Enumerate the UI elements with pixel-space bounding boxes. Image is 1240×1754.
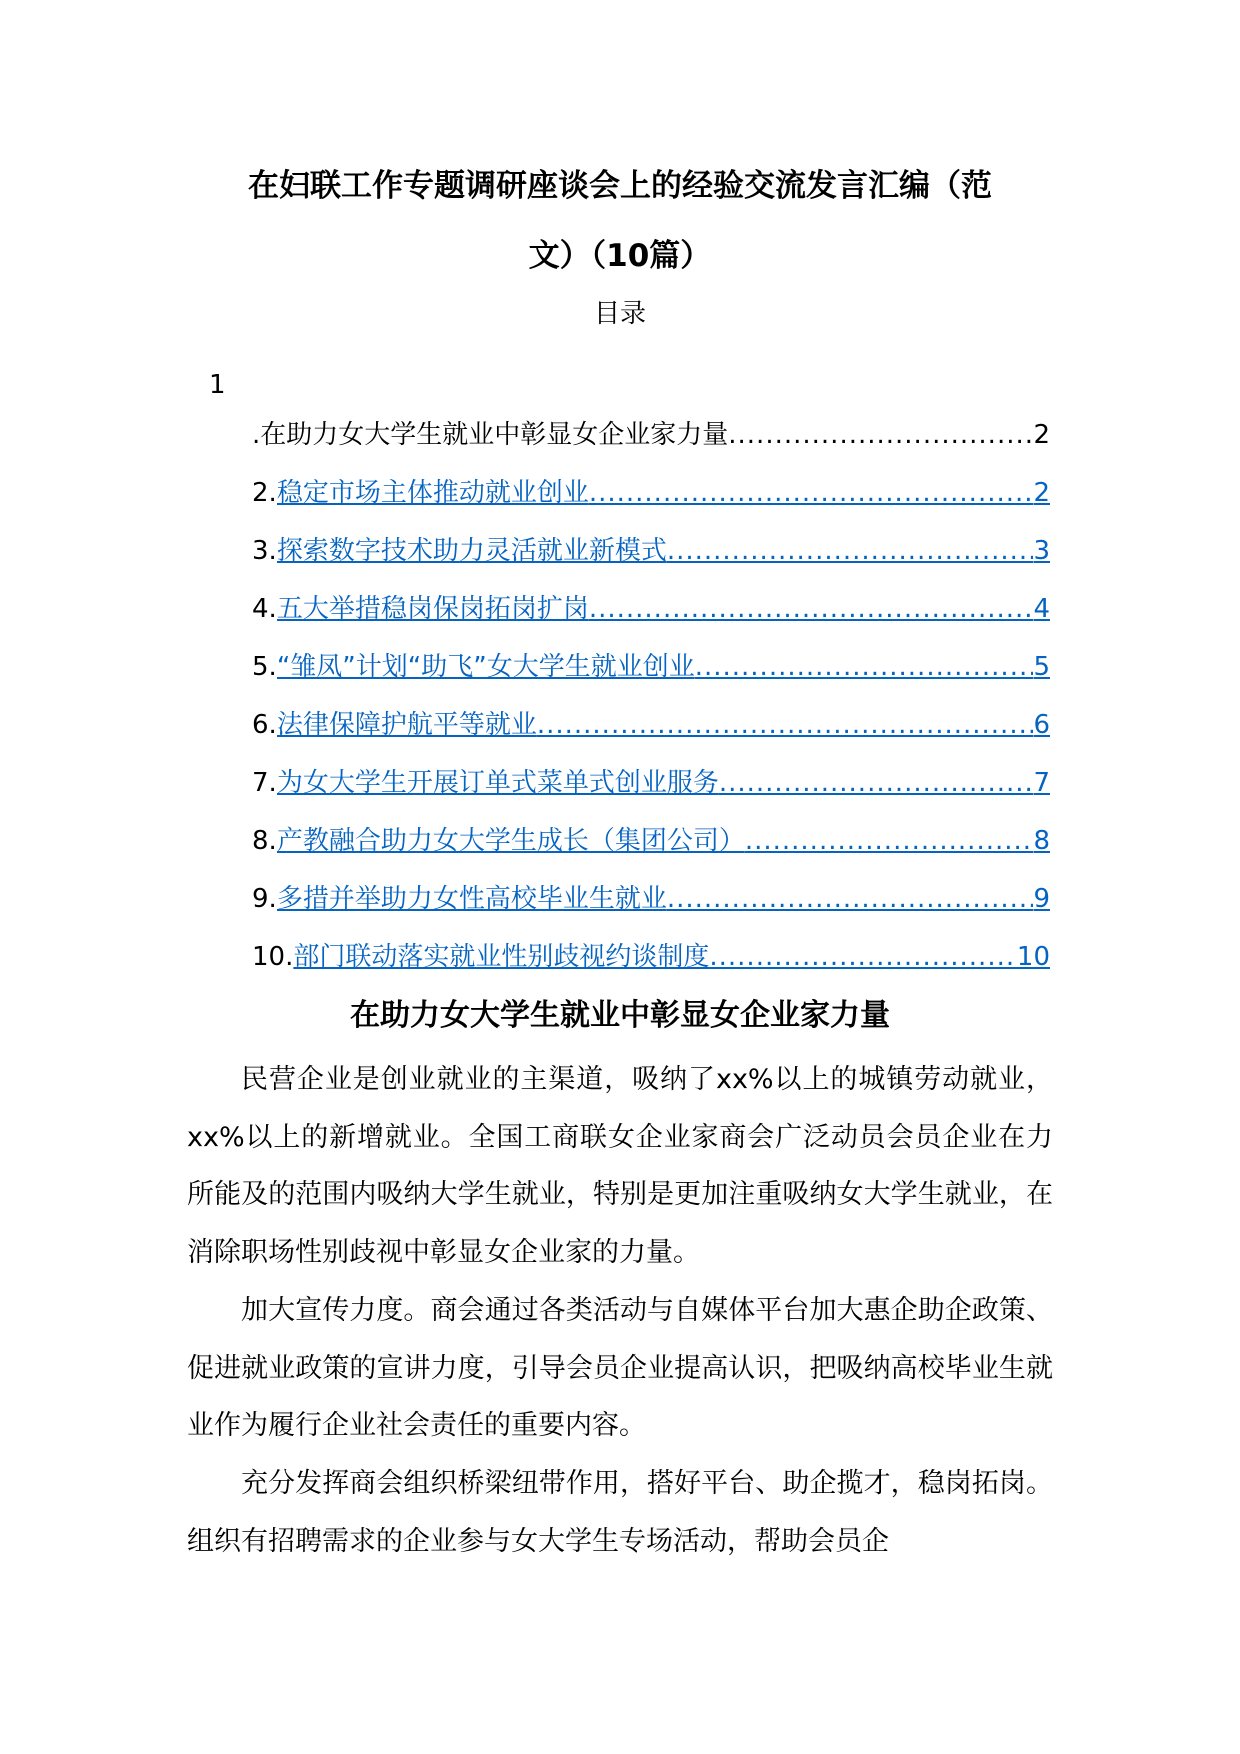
toc-item-2: [252, 475, 1050, 533]
toc-item-9: [252, 881, 1050, 939]
toc-leader-dots: [745, 823, 1034, 859]
toc-item-number: 2.: [252, 478, 277, 508]
toc-item-text: 稳定市场主体推动就业创业: [276, 478, 589, 508]
toc-item-page: 8: [1033, 826, 1050, 856]
toc-heading: 目录: [593, 299, 646, 329]
toc-item-text: 法律保障护航平等就业: [276, 710, 537, 740]
toc-item-link[interactable]: [277, 649, 1050, 685]
toc-item-3: [252, 533, 1050, 591]
toc-item-page: 2: [1033, 478, 1050, 508]
toc-leader-dots: [719, 765, 1034, 801]
toc-item-text: “雏凤”计划“助飞”女大学生就业创业: [276, 652, 695, 682]
body-paragraph-2: 加大宣传力度。商会通过各类活动与自媒体平台加大惠企助企政策、促进就业政策的宣讲力度，引导会员企业提高认识，把吸纳高校毕业生就业作为履行企业社会责任的重要内容。: [187, 1295, 1053, 1441]
toc-item-page: 9: [1033, 884, 1050, 914]
body-paragraph-3: 充分发挥商会组织桥梁纽带作用，搭好平台、助企揽才，稳岗拓岗。组织有招聘需求的企业参与女大学生专场活动，帮助会员企: [187, 1468, 1053, 1557]
toc-item-page: 4: [1033, 594, 1050, 624]
toc-item-entry: [252, 417, 1050, 453]
toc-item-link[interactable]: [277, 823, 1050, 859]
toc-item-number: 8.: [252, 826, 277, 856]
toc-item-text: 五大举措稳岗保岗拓岗扩岗: [276, 594, 589, 624]
toc-item-6: [252, 707, 1050, 765]
toc-item-page: 2: [1033, 420, 1050, 450]
toc-leader-dots: [589, 475, 1034, 511]
toc-item-text: 多措并举助力女性高校毕业生就业: [276, 884, 667, 914]
toc-item-7: [252, 765, 1050, 823]
toc-item-page: 6: [1033, 710, 1050, 740]
toc-item-8: [252, 823, 1050, 881]
document-title-line-2: 文）（10篇）: [528, 238, 712, 274]
toc-item-link[interactable]: [277, 591, 1050, 627]
toc-leader-dots: [728, 417, 1033, 453]
toc-first-number: 1: [209, 370, 226, 400]
toc-item-10: [252, 939, 1050, 997]
toc-item-page: 3: [1033, 536, 1050, 566]
toc-item-5: [252, 649, 1050, 707]
body-paragraph-1: 民营企业是创业就业的主渠道，吸纳了xx%以上的城镇劳动就业，xx%以上的新增就业。全国工商联女企业家商会广泛动员会员企业在力所能及的范围内吸纳大学生就业，特别是更加注重吸纳女大学生就业，在消除职场性别歧视中彰显女企业家的力量。: [187, 1064, 1053, 1268]
toc-item-number: 10.: [252, 942, 294, 972]
toc-item-link[interactable]: [293, 939, 1050, 975]
toc-item-page: 5: [1033, 652, 1050, 682]
toc-leader-dots: [667, 533, 1034, 569]
toc-item-text: .在助力女大学生就业中彰显女企业家力量: [252, 420, 729, 450]
toc-item-text: 探索数字技术助力灵活就业新模式: [276, 536, 667, 566]
document-title-line-1: 在妇联工作专题调研座谈会上的经验交流发言汇编（范: [248, 168, 992, 204]
table-of-contents: [252, 417, 1050, 997]
toc-leader-dots: [667, 881, 1034, 917]
toc-item-text: 产教融合助力女大学生成长（集团公司）: [276, 826, 745, 856]
toc-item-number: 4.: [252, 594, 277, 624]
toc-item-number: 7.: [252, 768, 277, 798]
toc-leader-dots: [709, 939, 1017, 975]
toc-item-number: 9.: [252, 884, 277, 914]
toc-leader-dots: [589, 591, 1034, 627]
toc-item-link[interactable]: [277, 881, 1050, 917]
toc-leader-dots: [695, 649, 1034, 685]
toc-item-page: 7: [1033, 768, 1050, 798]
toc-item-link[interactable]: [277, 475, 1050, 511]
toc-item-text: 为女大学生开展订单式菜单式创业服务: [276, 768, 719, 798]
toc-item-page: 10: [1016, 942, 1050, 972]
section-title: 在助力女大学生就业中彰显女企业家力量: [350, 998, 890, 1033]
toc-item-number: 3.: [252, 536, 277, 566]
toc-item-number: 5.: [252, 652, 277, 682]
toc-item-link[interactable]: [277, 765, 1050, 801]
toc-item-4: [252, 591, 1050, 649]
toc-item-1: [252, 417, 1050, 475]
toc-leader-dots: [537, 707, 1034, 743]
toc-item-text: 部门联动落实就业性别歧视约谈制度: [293, 942, 710, 972]
toc-item-link[interactable]: [277, 533, 1050, 569]
toc-item-link[interactable]: [277, 707, 1050, 743]
toc-item-number: 6.: [252, 710, 277, 740]
